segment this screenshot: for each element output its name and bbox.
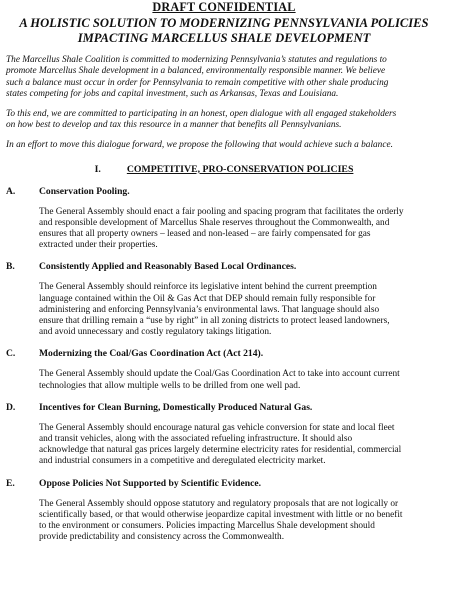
section-numeral: I. [94,163,101,175]
subsection-body-e [6,499,442,544]
subsection-letter: C. [6,348,16,360]
intro-paragraph-2 [6,109,442,131]
text-line: extracted under their properties. [39,240,158,251]
intro-paragraph-3 [6,140,442,151]
text-line: provide predictability and consistency across the Commonwealth. [39,532,285,543]
subsection-body-c [6,369,442,391]
text-line: to the environment or consumers. Policies impacting Marcellus Shale development should [39,521,375,532]
text-line: acknowledge that natural gas prices largely determine electricity rates for residential, commercial [39,445,402,456]
subsection-body-d [6,423,442,468]
subsection-heading-b [6,261,442,273]
subsection-title: Modernizing the Coal/Gas Coordination Act (Act 214). [39,348,264,360]
subsection-letter: A. [6,185,16,197]
intro-paragraph-1 [6,55,442,100]
text-line: states competing for jobs and capital investment, such as Arkansas, Texas and Louisiana. [6,88,339,99]
subsection-title: Oppose Policies Not Supported by Scientific Evidence. [39,477,261,489]
text-line: The General Assembly should oppose statutory and regulatory proposals that are not logically or [39,498,399,509]
subsection-heading-a [6,186,442,198]
subsection-letter: B. [6,261,15,273]
text-line: ensures that all property owners – leased and non-leased – are fairly compensated for gas [39,229,371,240]
text-line: and avoid unnecessary and costly regulatory takings litigation. [39,327,272,338]
section-heading-text: COMPETITIVE, PRO-CONSERVATION POLICIES [126,163,354,175]
text-line: The General Assembly should enact a fair pooling and spacing program that facilitates the orderly [39,206,404,217]
text-line: To this end, we are committed to participating in an honest, open dialogue with all engaged stakeholders [6,109,397,119]
text-line: The Marcellus Shale Coalition is committed to modernizing Pennsylvania’s statutes and regulations to [6,55,387,66]
text-line: and responsible development of Marcellus Shale reserves throughout the Commonwealth, and [39,217,390,228]
subsection-heading-d [6,402,442,414]
subsection-body-a [6,207,442,252]
text-line: In an effort to move this dialogue forward, we propose the following that would achieve such a balance. [6,140,393,151]
draft-confidential-header: DRAFT CONFIDENTIAL [152,0,296,14]
title-line-1: A HOLISTIC SOLUTION TO MODERNIZING PENNSYLVANIA POLICIES [19,16,429,30]
text-line: ensure that drilling remain a “use by right” in all zoning districts to protect leased landowners, [39,316,390,327]
subsection-title: Conservation Pooling. [39,185,130,197]
text-line: scientifically based, or that would otherwise jeopardize capital investment with little or no benefit [39,509,403,520]
subsection-letter: E. [6,477,15,489]
text-line: language contained within the Oil & Gas Act that DEP should remain fully responsible for [39,293,376,304]
subsection-letter: D. [6,401,16,413]
subsection-heading-e [6,478,442,490]
text-line: such a balance must occur in order for Pennsylvania to remain competitive with other shale producing [6,77,389,88]
text-line: technologies that allow multiple wells to be drilled from one well pad. [39,380,301,391]
text-line: administering and enforcing Pennsylvania’s environmental laws. That language should also [39,304,380,315]
text-line: and transit vehicles, along with the associated refueling infrastructure. It should also [39,434,353,445]
text-line: promote Marcellus Shale development in a balanced, environmentally responsible manner. We believe [6,66,386,77]
subsection-title: Consistently Applied and Reasonably Based Local Ordinances. [39,261,297,273]
text-line: on how best to develop and tax this resource in a manner that benefits all Pennsylvanians. [6,120,342,131]
subsection-title: Incentives for Clean Burning, Domestically Produced Natural Gas. [39,401,313,413]
title-line-2: IMPACTING MARCELLUS SHALE DEVELOPMENT [77,30,371,45]
subsection-heading-c [6,348,442,360]
document-title [6,16,442,45]
text-line: The General Assembly should reinforce its legislative intent behind the current preemption [39,282,377,293]
text-line: The General Assembly should encourage natural gas vehicle conversion for state and local fleet [39,422,395,433]
section-heading [6,164,442,176]
subsection-body-b [6,282,442,338]
text-line: The General Assembly should update the Coal/Gas Coordination Act to take into account current [39,369,400,380]
text-line: and industrial consumers in a competitive and deregulated electricity market. [39,456,326,467]
